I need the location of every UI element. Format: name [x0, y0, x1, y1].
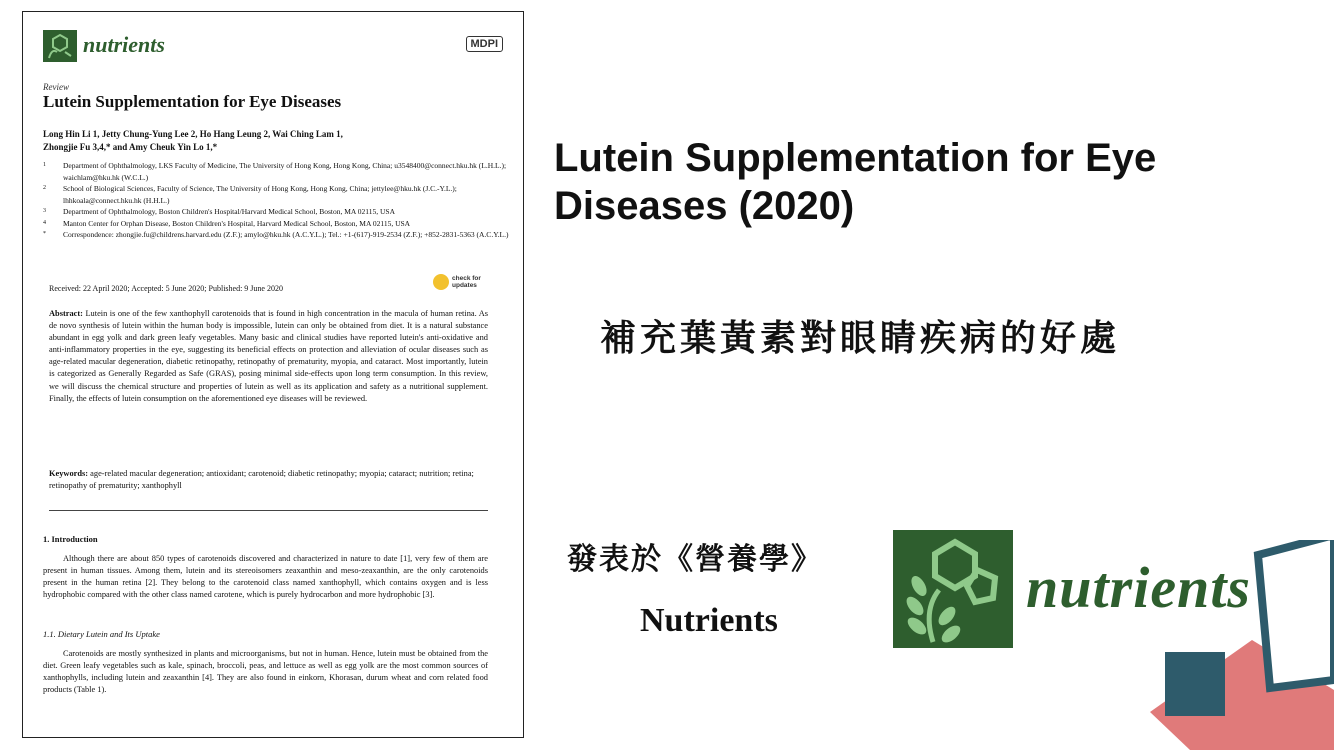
affiliation-item [43, 229, 513, 241]
affiliation-item [43, 183, 513, 206]
affiliations [43, 160, 513, 241]
published-in-chinese: 發表於《營養學》 [567, 542, 823, 577]
journal-logo-text: nutrients [1026, 555, 1251, 620]
subsection-heading: 1.1. Dietary Lutein and Its Uptake [43, 629, 160, 639]
abstract-text: Lutein is one of the few xanthophyll carotenoids that is found in high concentration in the macula of human retina. As de novo synthesis of lutein within the human body is impossible, lutein can only be obtained from diet. It is a natural substance abundant in egg yolk and dark green leafy vegetables. Many basic and clinical studies have reported lutein's anti-oxidative and anti-inflammatory properties in the eye, suggesting its beneficial effects on protection and alleviation of ocular diseases such as age-related macular degeneration, diabetic retinopathy, retinopathy of prematurity, myopia, and cataract. Most importantly, lutein is categorized as Generally Regarded as Safe (GRAS), posing minimal side-effects upon long term consumption. In this review, we will discuss the chemical structure and properties of lutein as well as its application and safety as a nutritional supplement. Finally, the effects of lutein consumption on the aforementioned eye diseases will be reviewed. [49, 309, 489, 403]
keywords-text: age-related macular degeneration; antioxidant; carotenoid; diabetic retinopathy; myopia; cataract; nutrition; retina; retinopathy of prematurity; xanthophyll [49, 469, 474, 491]
decorative-shapes [1150, 540, 1334, 750]
paper-header [43, 30, 503, 70]
check-updates-badge[interactable] [433, 274, 481, 290]
abstract [49, 308, 488, 405]
affiliation-item [43, 160, 513, 183]
paper-journal-name: nutrients [83, 32, 165, 57]
check-updates-icon [433, 274, 449, 290]
check-updates-label [452, 275, 481, 289]
author-line-2: Zhongjie Fu 3,4,* and Amy Cheuk Yin Lo 1,* [43, 142, 218, 152]
affiliation-text: School of Biological Sciences, Faculty of Science, The University of Hong Kong, Hong Kong, China; jettylee@hku.hk (J.C.-Y.L.); lhhkoala@connect.hku.hk (H.H.L.) [63, 184, 457, 205]
affiliation-number: * [43, 231, 46, 237]
nutrients-small-logo-icon [43, 30, 77, 62]
author-list [43, 128, 503, 154]
keywords-label: Keywords: [49, 469, 89, 478]
keywords [49, 468, 488, 492]
mdpi-logo: MDPI [466, 36, 504, 52]
divider [49, 510, 488, 511]
section-heading: 1. Introduction [43, 534, 98, 544]
affiliation-item [43, 206, 513, 218]
deco-teal-square [1165, 652, 1225, 716]
received-dates: Received: 22 April 2020; Accepted: 5 June 2020; Published: 9 June 2020 [49, 284, 283, 293]
article-type: Review [43, 82, 69, 92]
chinese-title: 補充葉黃素對眼睛疾病的好處 [600, 317, 1121, 359]
journal-english-name: Nutrients [640, 602, 778, 639]
affiliation-item [43, 218, 513, 230]
affiliation-text: Correspondence: zhongjie.fu@childrens.harvard.edu (Z.F.); amylo@hku.hk (A.C.Y.L.); Tel.: +1-(617)-919-2534 (Z.F.); +852-2831-5363 (A.C.Y.L.) [63, 230, 509, 239]
abstract-label: Abstract: [49, 309, 83, 318]
author-line-1: Long Hin Li 1, Jetty Chung-Yung Lee 2, Ho Hang Leung 2, Wai Ching Lam 1, [43, 129, 343, 139]
check-updates-line-1: check for [452, 275, 481, 282]
affiliation-number: 3 [43, 208, 46, 214]
affiliation-number: 2 [43, 185, 46, 191]
affiliation-number: 4 [43, 219, 46, 226]
slide-headline: Lutein Supplementation for Eye Diseases (2020) [554, 136, 1157, 228]
affiliation-number: 1 [43, 162, 46, 168]
paper-page [22, 11, 524, 738]
intro-paragraph: Although there are about 850 types of carotenoids discovered and characterized in nature to date [1], very few of them are present in human tissues. Among them, lutein and its stereoisomers zeaxanthin and meso-zeaxanthin, are the only carotenoids present in the human retina [2]. They belong to the carotenoid class named xanthophyll, which contains oxygen and is less hydrophobic compared with the other class named carotene, which is purely hydrocarbon and more hydrophobic [3]. [43, 554, 488, 600]
wheat-molecule-icon [893, 530, 1013, 648]
deco-teal-outline [1258, 540, 1334, 688]
paper-title: Lutein Supplementation for Eye Diseases [43, 92, 342, 111]
affiliation-text: Manton Center for Orphan Disease, Boston Children's Hospital, Harvard Medical School, Boston, MA 02115, USA [63, 218, 411, 228]
check-updates-line-2: updates [452, 282, 477, 289]
affiliation-text: Department of Ophthalmology, LKS Faculty of Medicine, The University of Hong Kong, Hong Kong, China; u3548400@connect.hku.hk (L.H.L.); waichlam@hku.hk (W.C.L.) [63, 161, 507, 182]
affiliation-text: Department of Ophthalmology, Boston Children's Hospital/Harvard Medical School, Boston, MA 02115, USA [63, 207, 396, 216]
uptake-paragraph: Carotenoids are mostly synthesized in plants and microorganisms, but not in human. Hence, lutein must be obtained from the diet. Green leafy vegetables such as kale, spinach, broccoli, peas, and lettuce as well as egg yolk are the most common sources of xanthophylls, including lutein and zeaxanthin [4]. They are also found in einkorn, Khorasan, durum wheat and corn related food products (Table 1). [43, 649, 488, 695]
